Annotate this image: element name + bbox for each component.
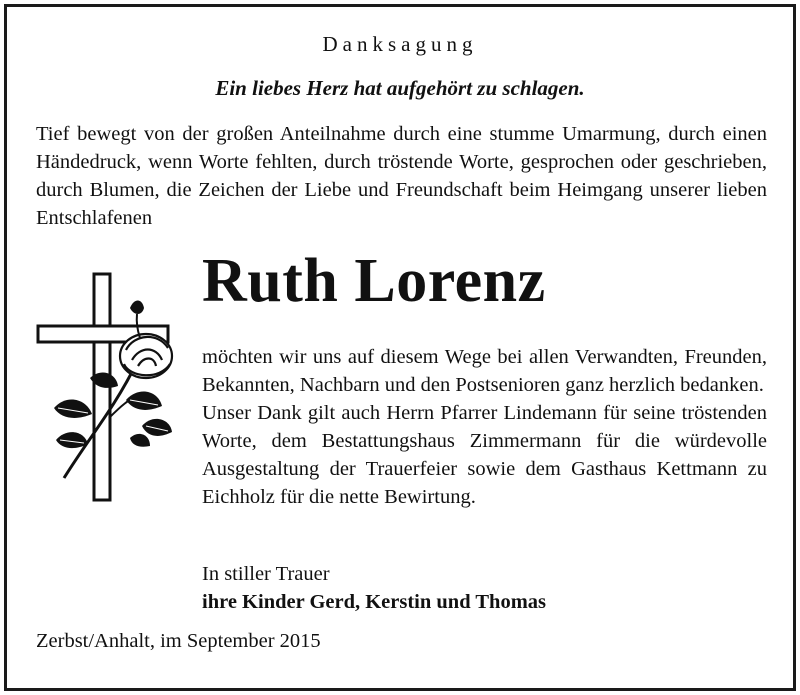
thanks-text: [202, 343, 767, 511]
place-date: Zerbst/Anhalt, im September 2015: [36, 630, 321, 652]
thanks-paragraph-1: möchten wir uns auf diesem Wege bei allen Verwandten, Freunden, Bekannten, Nachbarn und den Postsenioren ganz herzlich bedanken.: [202, 346, 767, 396]
notice-heading: Danksagung: [322, 32, 478, 56]
closing-block: [202, 560, 546, 616]
mourning-line: In stiller Trauer: [202, 563, 330, 585]
intro-paragraph: Tief bewegt von der großen Anteilnahme durch eine stumme Umarmung, durch einen Händedruck, wenn Worte fehlten, durch tröstende Worte, gesprochen oder geschrieben, durch Blumen, die Zeichen der Liebe und Freundschaft beim Heimgang unserer lieben Entschlafenen: [36, 123, 767, 229]
cross-with-rose-icon: [34, 268, 184, 504]
notice-subtitle: Ein liebes Herz hat aufgehört zu schlagen.: [215, 76, 585, 100]
deceased-name: Ruth Lorenz: [202, 247, 546, 315]
thanks-paragraph-2: Unser Dank gilt auch Herrn Pfarrer Lindemann für seine tröstenden Worte, dem Bestattungshaus Zimmermann für die würdevolle Ausgestaltung der Trauerfeier sowie dem Gasthaus Kettmann zu Eichholz für die nette Bewirtung.: [202, 402, 767, 508]
signers: ihre Kinder Gerd, Kerstin und Thomas: [202, 591, 546, 613]
